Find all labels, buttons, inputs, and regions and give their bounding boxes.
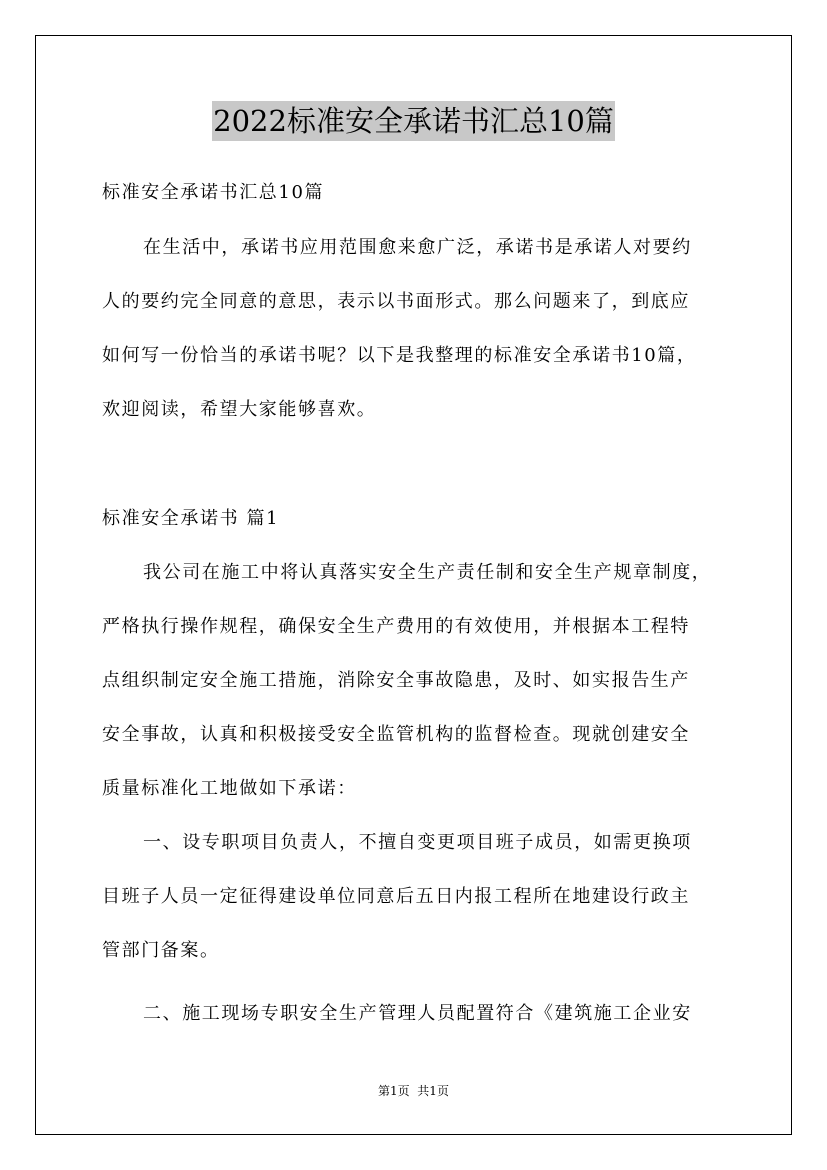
body-line: 我公司在施工中将认真落实安全生产责任制和安全生产规章制度， bbox=[143, 562, 712, 583]
body-line: 安全事故，认真和积极接受安全监管机构的监督检查。现就创建安全 bbox=[102, 724, 690, 745]
page-number-footer: 第1页 共1页 bbox=[378, 1084, 449, 1098]
body-line: 一、设专职项目负责人，不擅自变更项目班子成员，如需更换项 bbox=[143, 832, 692, 853]
section-heading: 标准安全承诺书 篇1 bbox=[102, 508, 280, 529]
document-title: 2022标准安全承诺书汇总10篇 bbox=[212, 101, 615, 141]
body-line: 目班子人员一定征得建设单位同意后五日内报工程所在地建设行政主 bbox=[102, 886, 690, 907]
document-subtitle: 标准安全承诺书汇总10篇 bbox=[102, 182, 325, 203]
body-line: 点组织制定安全施工措施，消除安全事故隐患，及时、如实报告生产 bbox=[102, 670, 690, 691]
body-line: 严格执行操作规程，确保安全生产费用的有效使用，并根据本工程特 bbox=[102, 616, 690, 637]
body-line: 质量标准化工地做如下承诺： bbox=[102, 778, 357, 799]
body-line: 管部门备案。 bbox=[102, 940, 220, 961]
intro-line: 人的要约完全同意的意思，表示以书面形式。那么问题来了，到底应 bbox=[102, 291, 690, 312]
intro-line: 欢迎阅读，希望大家能够喜欢。 bbox=[102, 399, 377, 420]
title-container bbox=[0, 101, 827, 141]
intro-line: 如何写一份恰当的承诺书呢？以下是我整理的标准安全承诺书10篇， bbox=[102, 345, 697, 366]
intro-line: 在生活中，承诺书应用范围愈来愈广泛，承诺书是承诺人对要约 bbox=[143, 237, 692, 258]
body-line: 二、施工现场专职安全生产管理人员配置符合《建筑施工企业安 bbox=[143, 1003, 692, 1024]
